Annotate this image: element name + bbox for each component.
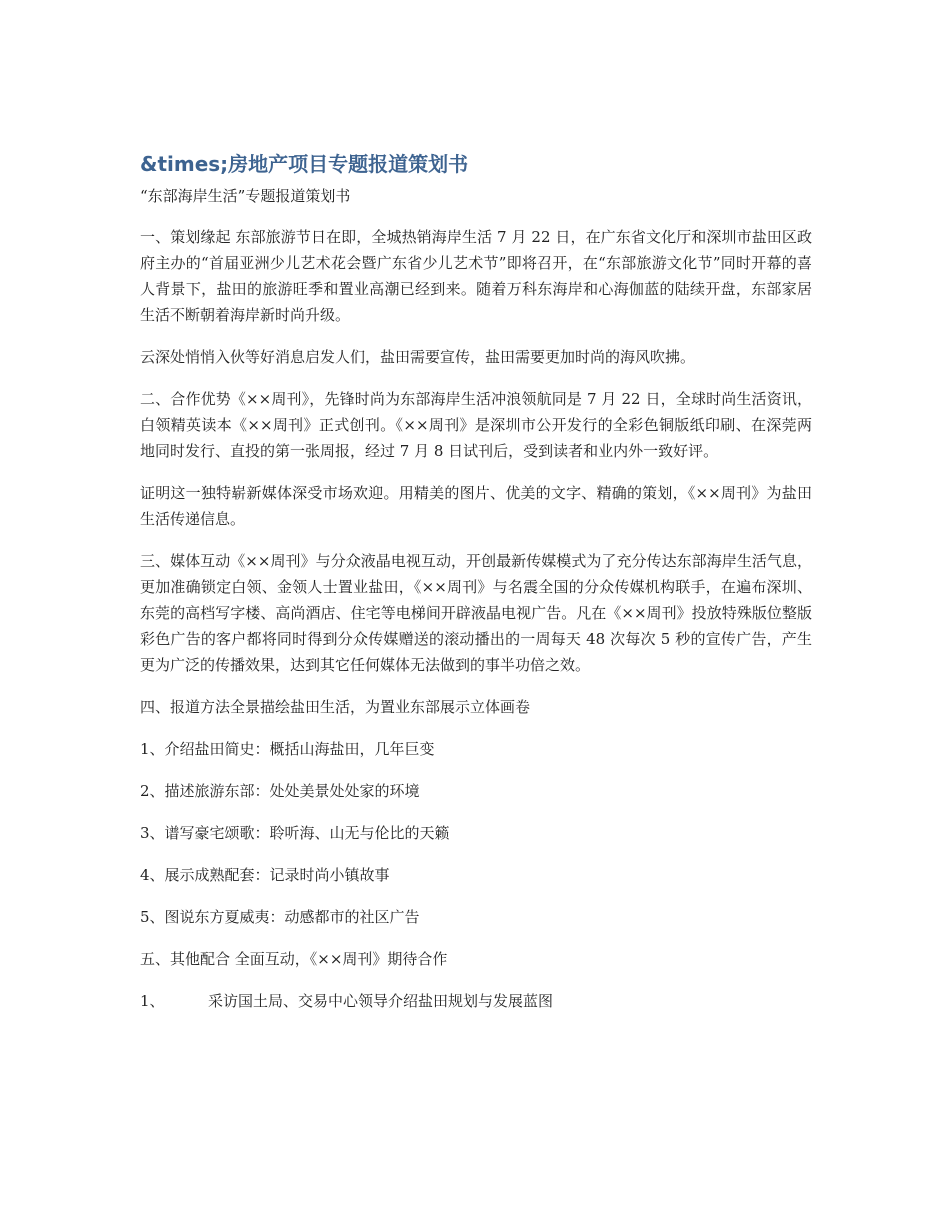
list-item: 4、展示成熟配套：记录时尚小镇故事 — [140, 866, 390, 884]
list-item: 5、图说东方夏威夷：动感都市的社区广告 — [140, 908, 420, 926]
sub-list-item-text: 采访国土局、交易中心领导介绍盐田规划与发展蓝图 — [208, 992, 554, 1010]
paragraph-promotion: 云深处悄悄入伙等好消息启发人们，盐田需要宣传，盐田需要更加时尚的海风吹拂。 — [140, 348, 696, 366]
list-item: 3、谱写豪宅颂歌：聆听海、山无与伦比的天籁 — [140, 824, 450, 842]
paragraph-origin: 一、策划缘起 东部旅游节日在即，全城热销海岸生活 7 月 22 日，在广东省文化厅和深圳市盐田区政府主办的“首届亚洲少儿艺术花会暨广东省少儿艺术节”即将召开，在“东部旅游文化节”同时开幕的喜人背景下，盐田的旅游旺季和置业高潮已经到来。随着万科东海岸和心海伽蓝的陆续开盘，东部家居生活不断朝着海岸新时尚升级。 — [140, 228, 812, 324]
document-title: &times;房地产项目专题报道策划书 — [140, 152, 469, 176]
document-subtitle: “东部海岸生活”专题报道策划书 — [140, 187, 351, 205]
list-item: 1、介绍盐田简史：概括山海盐田，几年巨变 — [140, 740, 435, 758]
sub-list-item-number: 1、 — [140, 992, 165, 1010]
paragraph-media-interaction: 三、媒体互动《××周刊》与分众液晶电视互动，开创最新传媒模式为了充分传达东部海岸生活气息，更加准确锁定白领、金领人士置业盐田，《××周刊》与名震全国的分众传媒机构联手，在遍布深圳、东莞的高档写字楼、高尚酒店、住宅等电梯间开辟液晶电视广告。凡在《××周刊》投放特殊版位整版彩色广告的客户都将同时得到分众传媒赠送的滚动播出的一周每天 48 次每次 5 秒的宣传广告，产生更为广泛的传播效果，达到其它任何媒体无法做到的事半功倍之效。 — [140, 552, 812, 674]
paragraph-advantage: 二、合作优势《××周刊》，先锋时尚为东部海岸生活冲浪领航同是 7 月 22 日，全球时尚生活资讯，白领精英读本《××周刊》正式创刊。《××周刊》是深圳市公开发行的全彩色铜版纸印刷、在深莞两地同时发行、直投的第一张周报，经过 7 月 8 日试刊后，受到读者和业内外一致好评。 — [140, 390, 812, 460]
sub-list-item — [140, 988, 812, 1014]
paragraph-report-method: 四、报道方法全景描绘盐田生活，为置业东部展示立体画卷 — [140, 698, 531, 716]
paragraph-proof: 证明这一独特崭新媒体深受市场欢迎。用精美的图片、优美的文字、精确的策划，《××周刊》为盐田生活传递信息。 — [140, 484, 812, 528]
section-five-heading: 五、其他配合 全面互动，《××周刊》期待合作 — [140, 950, 448, 968]
list-item: 2、描述旅游东部：处处美景处处家的环境 — [140, 782, 420, 800]
document-page — [140, 150, 812, 1030]
